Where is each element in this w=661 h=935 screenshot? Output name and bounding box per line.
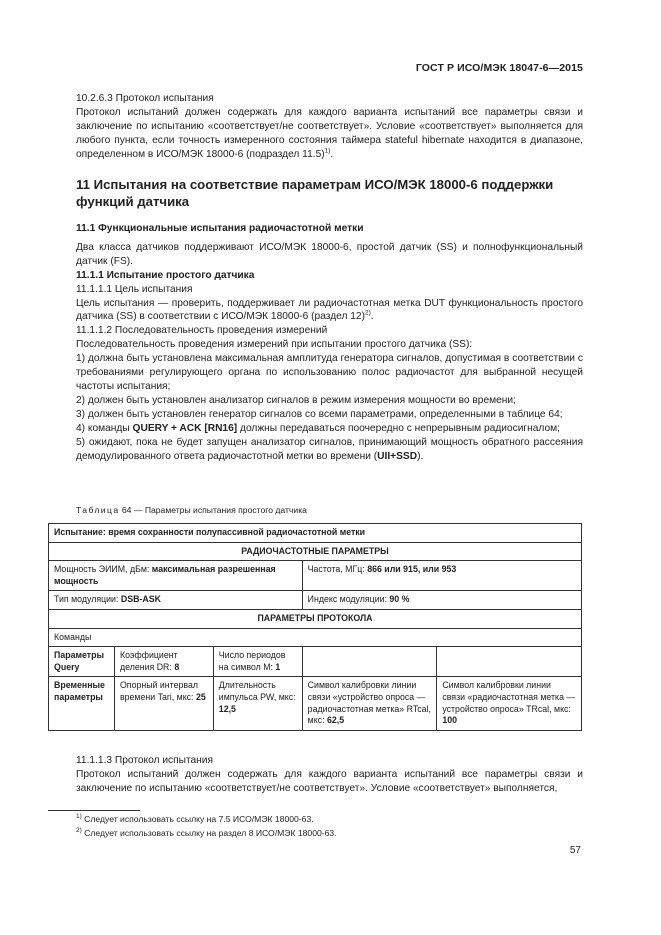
test-row: Испытание: время сохранности полупассивной радиочастотной метки (49, 524, 582, 543)
section-title: 10.2.6.3 Протокол испытания (76, 93, 214, 104)
table-caption: Таблица 64 — Параметры испытания простого датчика (76, 505, 307, 515)
footnote-separator (48, 810, 140, 811)
rtcal-cell: Символ калибровки линии связи «устройство опроса — радиочастотная метка» RTcal, мкс: 62,5 (302, 677, 437, 730)
protocol-parameters-header: ПАРАМЕТРЫ ПРОТОКОЛА (49, 609, 582, 628)
subsection-title: 11.1.1.1 Цель испытания (76, 283, 193, 295)
section-11-1 (76, 222, 583, 463)
rf-parameters-header: РАДИОЧАСТОТНЫЕ ПАРАМЕТРЫ (49, 542, 582, 561)
power-cell: Мощность ЭИИМ, дБм: максимальная разрешенная мощность (49, 561, 303, 591)
modulation-index-cell: Индекс модуляции: 90 % (302, 591, 581, 610)
paragraph: Цель испытания — проверить, поддерживает ли радиочастотная метка DUT функциональность простого датчика (SS) в соответствии с ИСО/МЭК 18000-6 (раздел 12)$^{2)}$. (76, 297, 583, 323)
subsection-title: 11.1.1.2 Последовательность проведения измерений (76, 325, 328, 337)
paragraph: Протокол испытаний должен содержать для каждого варианта испытаний все параметры связи и заключение по испытанию «соответствует/не соответствует». Условие «соответствует» выполняется для любого пункта, если точность измеренного состояния таймера stateful hibernate находится в диапазоне, определенном в ИСО/МЭК 18000-6 (подраздел 11.5)$^{1)}$. (76, 106, 583, 160)
list-item: 1) должна быть установлена максимальная амплитуда генератора сигналов, допустимая в соответствии с требованиями регулирующего органа по использованию полос радиочастот для выбранной несущей частоты испытания; (76, 353, 583, 392)
list-item: 3) должен быть установлен генератор сигналов со всеми параметрами, определенными в таблице 64; (76, 408, 563, 420)
modulation-type-cell: Тип модуляции: DSB-ASK (49, 591, 303, 610)
query-params-cell: Параметры Query (49, 647, 115, 677)
trcal-cell: Символ калибровки линии связи «радиочастотная метка — устройство опроса» TRcal, мкс: 100 (437, 677, 582, 730)
m-cell: Число периодов на символ M: 1 (213, 647, 302, 677)
paragraph: Два класса датчиков поддерживают ИСО/МЭК 18000-6, простой датчик (SS) и полнофункциональный датчик (FS). (76, 241, 583, 267)
pw-cell: Длительность импульса PW, мкс: 12,5 (213, 677, 302, 730)
standard-header: ГОСТ Р ИСО/МЭК 18047-6—2015 (415, 62, 583, 74)
empty-cell (437, 647, 582, 677)
paragraph: Протокол испытаний должен содержать для каждого варианта испытаний все параметры связи и заключение по испытанию «соответствует/не соответствует». Условие «соответствует» выполняется, (76, 768, 583, 794)
list-item: 5) ожидают, пока не будет запущен анализатор сигналов, принимающий мощность обратного рассеяния демодулированного ответа радиочастотной метки во времени (UII+SSD). (76, 436, 583, 462)
section-10-2-6-3 (76, 92, 583, 162)
commands-cell: Команды (49, 628, 582, 647)
footnote-ref[interactable]: 1) (324, 147, 331, 155)
tari-cell: Опорный интервал времени Tari, мкс: 25 (114, 677, 213, 730)
footnote-2: $^{2)}$ Следует использовать ссылку на раздел 8 ИСО/МЭК 18000-63. (76, 827, 337, 838)
footnote-ref[interactable]: 2) (364, 310, 371, 318)
section-11-1-1-3 (76, 754, 583, 796)
empty-cell (302, 647, 437, 677)
subsection-title: 11.1.1 Испытание простого датчика (76, 269, 255, 281)
chapter-title: 11 Испытания на соответствие параметрам ИСО/МЭК 18000-6 поддержки функций датчика (76, 177, 554, 209)
footnote-1: $^{1)}$ Следует использовать ссылку на 7.5 ИСО/МЭК 18000-63. (76, 813, 314, 824)
paragraph: Последовательность проведения измерений при испытании простого датчика (SS): (76, 339, 473, 351)
list-item: 4) команды QUERY + ACK [RN16] должны передаваться поочередно с непрерывным радиосигналом; (76, 422, 560, 434)
dr-cell: Коэффициент деления DR: 8 (114, 647, 213, 677)
list-item: 2) должен быть установлен анализатор сигналов в режим измерения мощности во времени; (76, 394, 516, 406)
subsection-title: 11.1.1.3 Протокол испытания (76, 755, 214, 766)
time-params-cell: Временные параметры (49, 677, 115, 730)
parameters-table (48, 523, 582, 731)
section-11 (76, 176, 576, 210)
frequency-cell: Частота, МГц: 866 или 915, или 953 (302, 561, 581, 591)
section-title: 11.1 Функциональные испытания радиочастотной метки (76, 223, 364, 234)
page-number: 57 (569, 845, 581, 856)
